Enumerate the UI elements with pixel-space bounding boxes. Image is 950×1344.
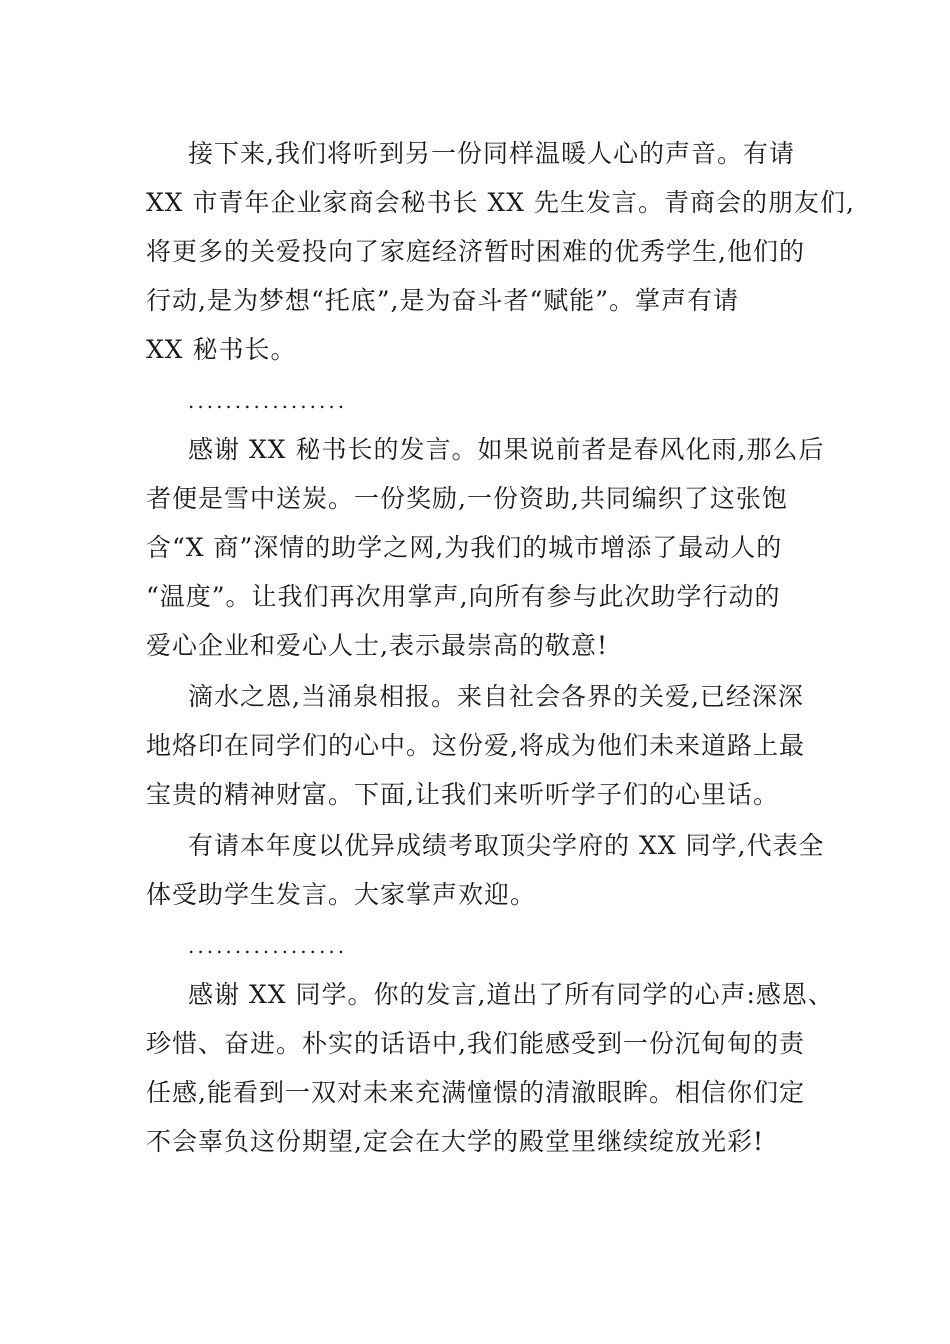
paragraph-4-line-1: 有请本年度以优异成绩考取顶尖学府的 XX 同学,代表全: [188, 831, 825, 860]
paragraph-5-line-2: 珍惜、奋进。朴实的话语中,我们能感受到一份沉甸甸的责: [146, 1029, 805, 1058]
paragraph-1-line-1: 接下来,我们将听到另一份同样温暖人心的声音。有请: [188, 139, 795, 168]
paragraph-1-line-3: 将更多的关爱投向了家庭经济暂时困难的优秀学生,他们的: [146, 237, 805, 266]
paragraph-2-line-5: 爱心企业和爱心人士,表示最崇高的敬意!: [146, 631, 608, 660]
paragraph-1-line-4: 行动,是为梦想“托底”,是为奋斗者“赋能”。掌声有请: [146, 286, 740, 315]
paragraph-1-line-5: XX 秘书长。: [146, 335, 297, 364]
paragraph-3-line-3: 宝贵的精神财富。下面,让我们来听听学子们的心里话。: [146, 780, 779, 809]
paragraph-2-line-2: 者便是雪中送炭。一份奖励,一份资助,共同编织了这张饱: [146, 484, 788, 513]
ellipsis-separator: .................: [188, 934, 348, 958]
paragraph-3-line-1: 滴水之恩,当涌泉相报。来自社会各界的关爱,已经深深: [188, 682, 804, 711]
paragraph-4-line-2: 体受助学生发言。大家掌声欢迎。: [146, 880, 537, 909]
paragraph-1-line-2: XX 市青年企业家商会秘书长 XX 先生发言。青商会的朋友们,: [146, 188, 855, 217]
paragraph-2-line-4: “温度”。让我们再次用掌声,向所有参与此次助学行动的: [146, 582, 781, 611]
paragraph-2-line-3: 含“X 商”深情的助学之网,为我们的城市增添了最动人的: [146, 533, 783, 562]
paragraph-5-line-3: 任感,能看到一双对未来充满憧憬的清澈眼眸。相信你们定: [146, 1078, 805, 1107]
paragraph-2-line-1: 感谢 XX 秘书长的发言。如果说前者是春风化雨,那么后: [188, 435, 825, 464]
paragraph-5-line-1: 感谢 XX 同学。你的发言,道出了所有同学的心声:感恩、: [188, 980, 834, 1009]
paragraph-5-line-4: 不会辜负这份期望,定会在大学的殿堂里继续绽放光彩!: [146, 1127, 764, 1156]
ellipsis-separator: .................: [188, 389, 348, 413]
paragraph-3-line-2: 地烙印在同学们的心中。这份爱,将成为他们未来道路上最: [146, 731, 805, 760]
